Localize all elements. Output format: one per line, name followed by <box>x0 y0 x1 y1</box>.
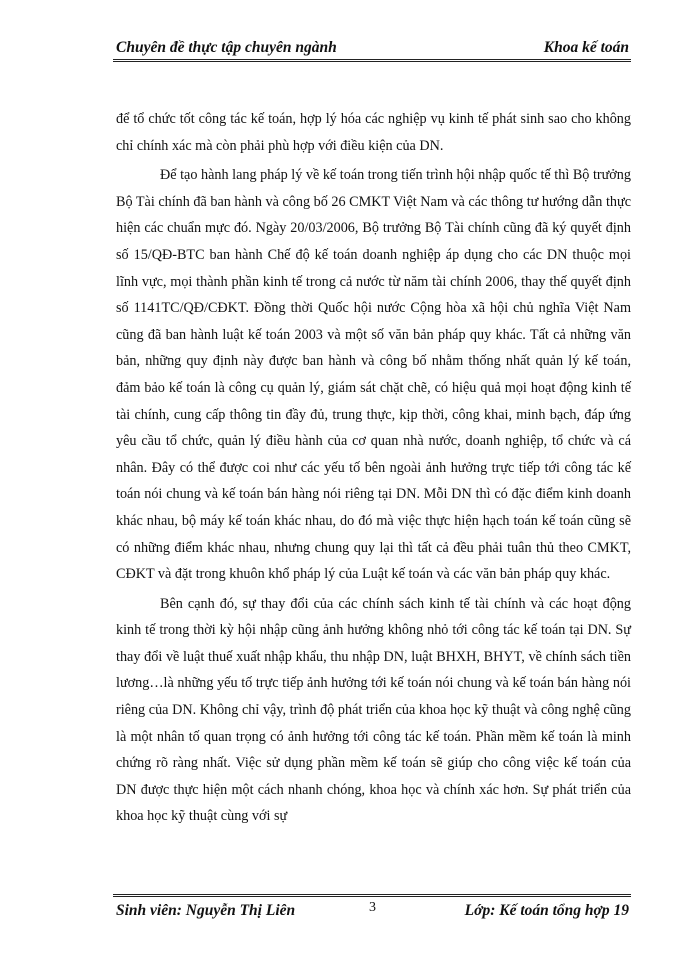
class-name: Lớp: Kế toán tổng hợp 19 <box>464 902 629 919</box>
page-footer <box>113 894 631 921</box>
department-name: Khoa kế toán <box>543 39 629 56</box>
page-header <box>113 35 631 62</box>
paragraph-continuation: để tổ chức tốt công tác kế toán, hợp lý hóa các nghiệp vụ kinh tế phát sinh sao cho không chỉ chính xác mà còn phải phù hợp với điều kiện của DN. <box>116 111 631 154</box>
paragraph-economic-policy: Bên cạnh đó, sự thay đổi của các chính sách kinh tế tài chính và các hoạt động kinh tế trong thời kỳ hội nhập cũng ảnh hưởng không nhỏ tới công tác kế toán tại DN. Sự thay đổi về luật thuế xuất nhập khẩu, thu nhập DN, luật BHXH, BHYT, về chính sách tiền lương…là những yếu tố trực tiếp ảnh hưởng tới kế toán nói chung và kế toán bán hàng nói riêng của DN. Không chỉ vậy, trình độ phát triển của khoa học kỹ thuật và công nghệ cũng là một nhân tố quan trọng có ảnh hưởng tới công tác kế toán. Phần mềm kế toán là minh chứng rõ ràng nhất. Việc sử dụng phần mềm kế toán sẽ giúp cho công việc kế toán của DN được thực hiện một cách nhanh chóng, khoa học và chính xác hơn. Sự phát triển của khoa học kỹ thuật cùng với sự <box>116 595 631 825</box>
document-body <box>116 106 631 830</box>
document-title: Chuyên đề thực tập chuyên ngành <box>116 39 337 56</box>
student-name: Sinh viên: Nguyễn Thị Liên <box>116 902 296 919</box>
page-number: 3 <box>369 900 376 915</box>
paragraph-legal-framework: Để tạo hành lang pháp lý về kế toán trong tiến trình hội nhập quốc tế thì Bộ trưởng Bộ Tài chính đã ban hành và công bố 26 CMKT Việt Nam và các thông tư hướng dẫn thực hiện các chuẩn mực đó. Ngày 20/03/2006, Bộ trưởng Bộ Tài chính cũng đã ký quyết định số 15/QĐ-BTC ban hành Chế độ kế toán doanh nghiệp áp dụng cho các DN thuộc mọi lĩnh vực, mọi thành phần kinh tế trong cả nước từ năm tài chính 2006, thay thế quyết định số 1141TC/QĐ/CĐKT. Đồng thời Quốc hội nước Cộng hòa xã hội chủ nghĩa Việt Nam cũng đã ban hành luật kế toán 2003 và một số văn bản pháp quy khác. Tất cả những văn bản, những quy định này được ban hành và công bố nhằm thống nhất quản lý kế toán, đảm bảo kế toán là công cụ quản lý, giám sát chặt chẽ, có hiệu quả mọi hoạt động kinh tế tài chính, cung cấp thông tin đầy đủ, trung thực, kịp thời, công khai, minh bạch, đáp ứng yêu cầu tổ chức, quản lý điều hành của cơ quan nhà nước, doanh nghiệp, tổ chức và cá nhân. Đây có thể được coi như các yếu tố bên ngoài ảnh hưởng trực tiếp tới công tác kế toán nói chung và kế toán bán hàng nói riêng tại DN. Mỗi DN thì có đặc điểm kinh doanh khác nhau, bộ máy kế toán khác nhau, do đó mà việc thực hiện hạch toán kế toán cũng sẽ có những điểm khác nhau, nhưng chung quy lại thì tất cả đều phải tuân thủ theo CMKT, CĐKT và đặt trong khuôn khổ pháp lý của Luật kế toán và các văn bản pháp quy khác. <box>116 167 631 583</box>
